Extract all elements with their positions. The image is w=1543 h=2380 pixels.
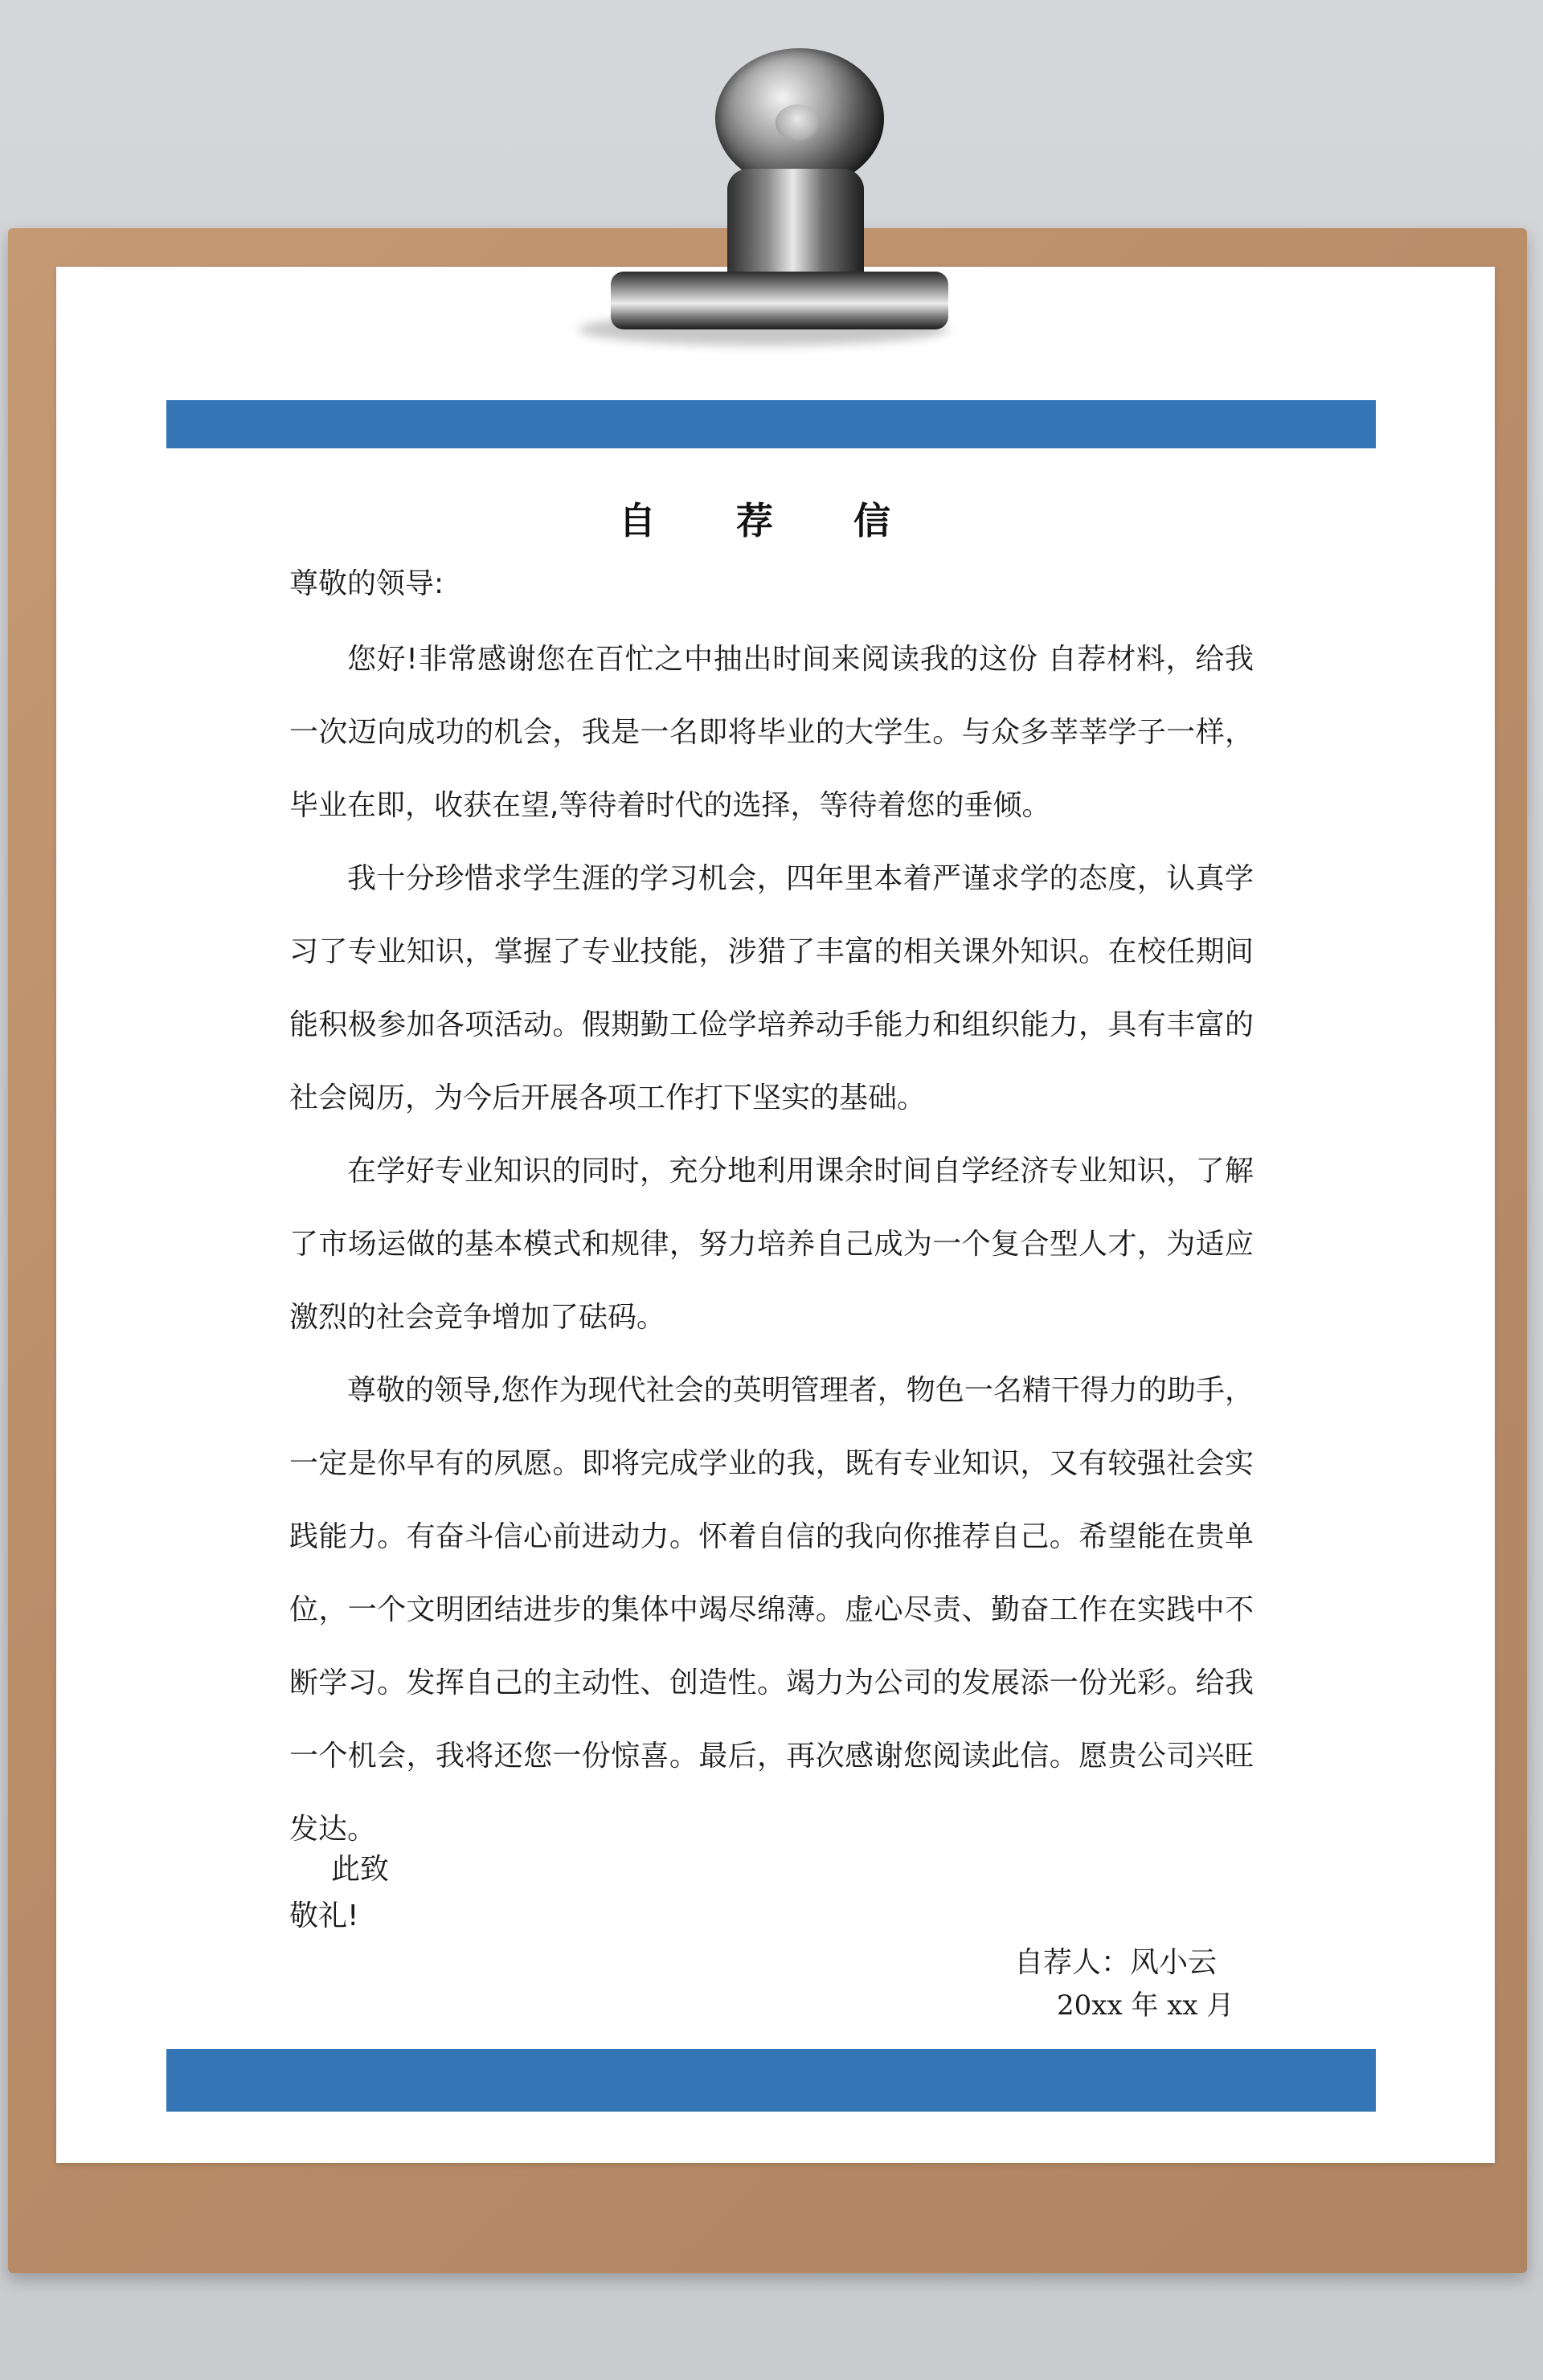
- paragraph-4: 尊敬的领导,您作为现代社会的英明管理者，物色一名精干得力的助手，一定是你早有的夙愿。即将完成学业的我，既有专业知识，又有较强社会实践能力。有奋斗信心前进动力。怀着自信的我向你推荐自己。希望能在贵单位，一个文明团结进步的集体中竭尽绵薄。虚心尽责、勤奋工作在实践中不断学习。发挥自己的主动性、创造性。竭力为公司的发展添一份光彩。给我一个机会，我将还您一份惊喜。最后，再次感谢您阅读此信。愿贵公司兴旺发达。: [289, 1374, 1254, 1846]
- paragraph-2: 我十分珍惜求学生涯的学习机会，四年里本着严谨求学的态度，认真学习了专业知识，掌握了专业技能，涉猎了丰富的相关课外知识。在校任期间能积极参加各项活动。假期勤工俭学培养动手能力和组织能力，具有丰富的社会阅历，为今后开展各项工作打下坚实的基础。: [289, 862, 1254, 1114]
- top-blue-band: [166, 400, 1376, 448]
- closing-line-1: 此致: [331, 1853, 390, 1886]
- bottom-blue-band: [166, 2049, 1376, 2112]
- letter-salutation: 尊敬的领导:: [289, 567, 444, 600]
- binder-clip-icon: [579, 48, 948, 354]
- clip-neck: [727, 169, 864, 285]
- paragraph-3: 在学好专业知识的同时，充分地利用课余时间自学经济专业知识，了解了市场运做的基本模式和规律，努力培养自己成为一个复合型人才，为适应激烈的社会竞争增加了砝码。: [289, 1155, 1254, 1334]
- letter-date: 20xx 年 xx 月: [1057, 1989, 1234, 2022]
- letter-body: [289, 623, 1254, 1866]
- clip-base: [611, 272, 948, 329]
- paragraph-1: 您好!非常感谢您在百忙之中抽出时间来阅读我的这份 自荐材料，给我一次迈向成功的机会，我是一名即将毕业的大学生。与众多莘莘学子一样，毕业在即，收获在望,等待着时代的选择，等待着您的垂倾。: [289, 643, 1254, 822]
- signer: 自荐人：风小云: [1014, 1946, 1218, 1979]
- clip-hole: [776, 104, 820, 141]
- closing-line-2: 敬礼!: [289, 1900, 359, 1932]
- letter-title: 自 荐 信: [618, 499, 925, 542]
